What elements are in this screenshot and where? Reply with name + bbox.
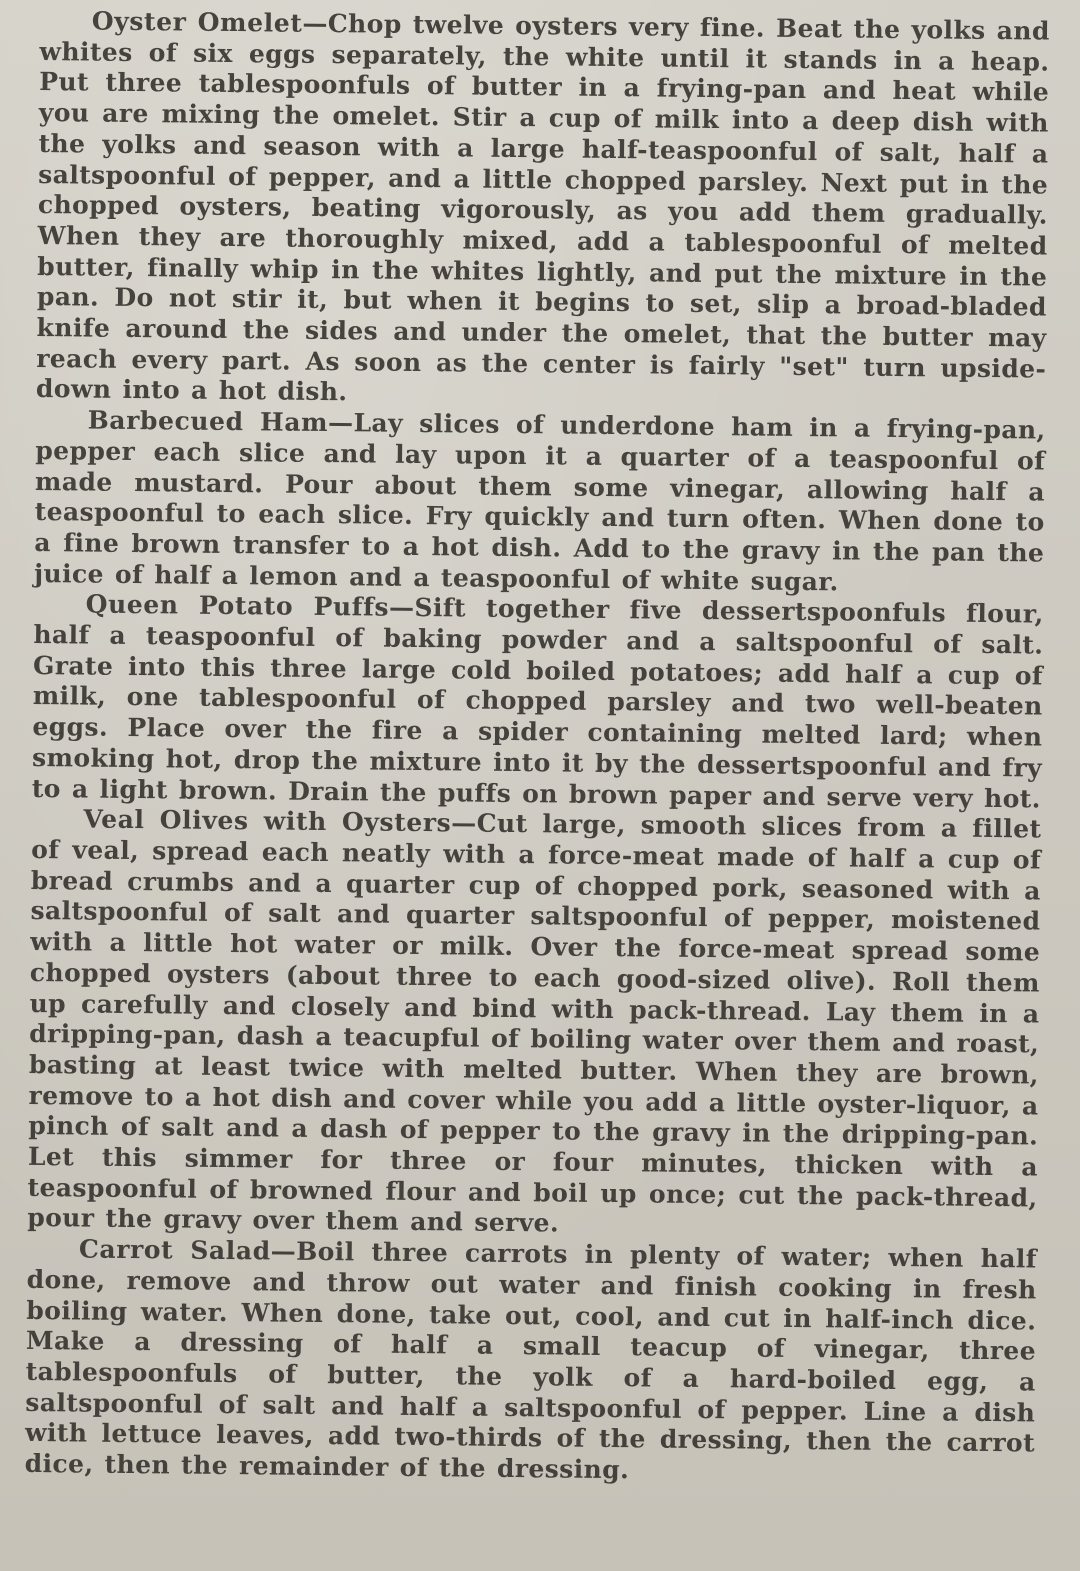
recipe-body: Boil three carrots in plenty of water; when half done, remove and throw out water and finish cooking in fresh boiling water. When done, take out, cool, and cut in half-inch dice. Make a dressing of half a small teacup of vinegar, three tablespoonfuls of butter, the yolk of a hard-boiled egg, a saltspoonful of salt and half a saltspoonful of pepper. Line a dish with lettuce leaves, add two-thirds of the dressing, then the carrot dice, then the remainder of the dressing. xyxy=(24,1236,1038,1485)
recipe-veal-olives-with-oysters xyxy=(27,804,1041,1244)
recipe-title: Carrot Salad xyxy=(78,1234,271,1266)
recipe-oyster-omelet xyxy=(36,6,1050,416)
recipe-carrot-salad xyxy=(25,1234,1038,1490)
recipe-title: Queen Potato Puffs xyxy=(85,589,390,623)
recipe-title: Oyster Omelet xyxy=(91,6,303,38)
title-dash: — xyxy=(388,593,415,623)
recipe-body: Lay slices of underdone ham in a frying-pan, pepper each slice and lay upon it a quarter of a teaspoonful of made mustard. Pour about them some vinegar, allowing half a teaspoonful to each slice. Fry quickly and turn often. When done to a fine brown transfer to a hot dish. Add to the gravy in the pan the juice of half a lemon and a teaspoonful of white sugar. xyxy=(33,408,1046,597)
recipe-body: Cut large, smooth slices from a fillet of veal, spread each neatly with a force-meat made of half a cup of bread crumbs and a quarter cup of chopped pork, seasoned with a saltspoonful of salt and quarter saltspoonful of pepper, moistened with a little hot water or milk. Over the force-meat spread some chopped oysters (about three to each good-sized olive). Roll them up carefully and closely and bind with pack-thread. Lay them in a dripping-pan, dash a teacupful of boiling water over them and roast, basting at least twice with melted butter. When they are brown, remove to a hot dish and cover while you add a little oyster-liquor, a pinch of salt and a dash of pepper to the gravy in the dripping-pan. Let this simmer for three or four minutes, thicken with a teaspoonful of browned flour and boil up once; cut the pack-thread, pour the gravy over them and serve. xyxy=(27,808,1042,1238)
title-dash: — xyxy=(327,408,354,438)
title-dash: — xyxy=(302,8,328,39)
recipe-title: Barbecued Ham xyxy=(87,405,329,438)
recipe-title: Veal Olives with Oysters xyxy=(83,804,452,838)
title-dash: — xyxy=(270,1236,297,1266)
title-dash: — xyxy=(451,808,477,838)
recipe-column xyxy=(25,6,1050,1490)
recipe-body: Chop twelve oysters very fine. Beat the yolks and whites of six eggs separately, the white until it stands in a heap. Put three tablespoonfuls of butter in a frying-pan and heat while you are mixing the omelet. Stir a cup of milk into a deep dish with the yolks and season with a large half-teaspoonful of salt, half a saltspoonful of pepper, and a little chopped parsley. Next put in the chopped oysters, beating vigorously, as you add them gradually. When they are thoroughly mixed, add a tablespoonful of melted butter, finally whip in the whites lightly, and put the mixture in the pan. Do not stir it, but when it begins to set, slip a broad-bladed knife around the sides and under the omelet, that the butter may reach every part. As soon as the center is fairly "set" turn upside-down into a hot dish. xyxy=(35,9,1050,407)
recipe-body: Sift together five dessertspoonfuls flour, half a teaspoonful of baking powder and a saltspoonful of salt. Grate into this three large cold boiled potatoes; add half a cup of milk, one tablespoonful of chopped parsley and two well-beaten eggs. Place over the fire a spider containing melted lard; when smoking hot, drop the mixture into it by the dessertspoonful and fry to a light brown. Drain the puffs on brown paper and serve very hot. xyxy=(31,593,1044,814)
recipe-barbecued-ham xyxy=(34,405,1046,600)
recipe-queen-potato-puffs xyxy=(32,589,1044,814)
